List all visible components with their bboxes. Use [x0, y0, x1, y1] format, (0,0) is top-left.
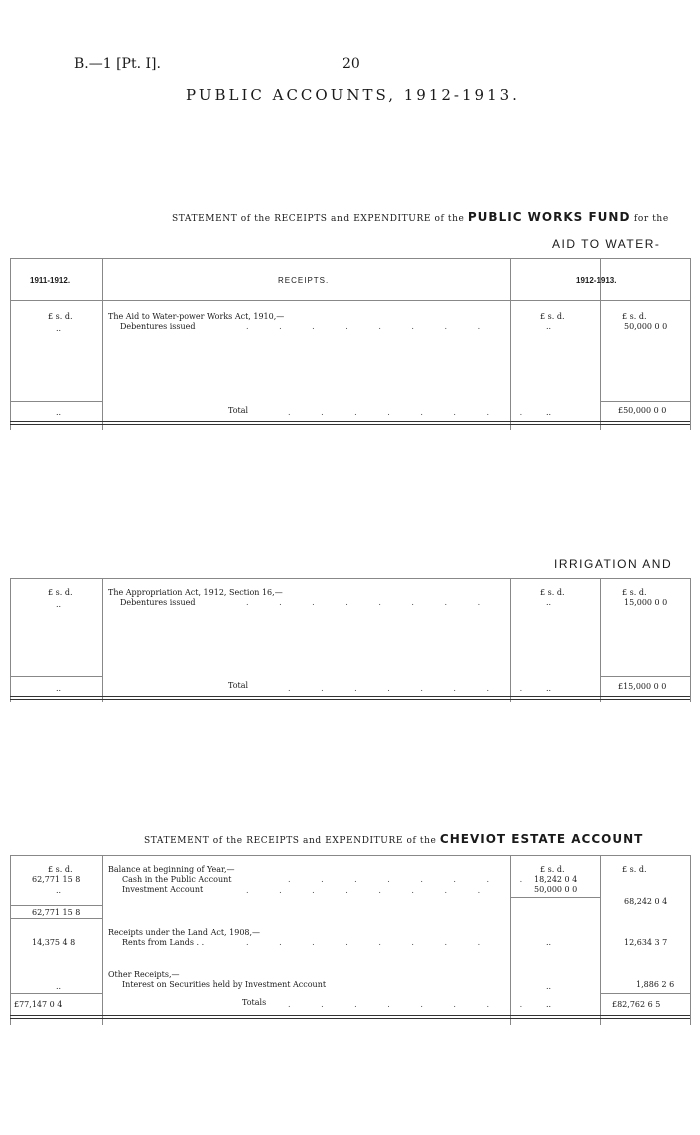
unit-header-mid: £ s. d.	[540, 312, 565, 321]
unit-header-prev: £ s. d.	[48, 588, 73, 597]
totals-prev-value: £77,147 0 4	[14, 1000, 63, 1009]
leader-dots: . . . . . . . .	[246, 322, 495, 331]
statement-heading-public-works	[172, 210, 669, 224]
statement-prefix: STATEMENT of the RECEIPTS and EXPENDITURE of the	[144, 836, 437, 846]
item-heading: The Appropriation Act, 1912, Section 16,—	[108, 588, 283, 597]
leader-dots: . . . . . . . .	[288, 1000, 537, 1009]
unit-header-curr: £ s. d.	[622, 588, 647, 597]
column-header-receipts: RECEIPTS.	[278, 276, 330, 285]
item-label: Debentures issued	[120, 322, 196, 331]
document-reference: B.—1 [Pt. I].	[74, 56, 161, 72]
total-prev-value: ..	[56, 684, 62, 693]
statement-prefix: STATEMENT of the RECEIPTS and EXPENDITURE of the	[172, 214, 465, 224]
other-heading: Other Receipts,—	[108, 970, 180, 979]
item-mid-value: ..	[546, 598, 552, 607]
balance-heading: Balance at beginning of Year,—	[108, 865, 235, 874]
item-value: 15,000 0 0	[624, 598, 668, 607]
unit-header-prev: £ s. d.	[48, 865, 73, 874]
land-heading: Receipts under the Land Act, 1908,—	[108, 928, 261, 937]
subheading-irrigation-and: IRRIGATION AND	[554, 557, 673, 571]
total-value: £50,000 0 0	[618, 406, 667, 415]
column-header-1912-1913: 1912-1913.	[576, 276, 617, 285]
rents-label: Rents from Lands . .	[122, 938, 205, 947]
total-label: Total	[228, 406, 249, 415]
fund-name: CHEVIOT ESTATE ACCOUNT	[439, 832, 644, 846]
total-mid-value: ..	[546, 408, 552, 417]
leader-dots: . . . . . . . .	[246, 886, 495, 895]
subheading-aid-to-water: AID TO WATER-	[552, 237, 661, 251]
cash-mid-value: 18,242 0 4	[534, 875, 578, 884]
leader-dots: . . . . . . . .	[288, 875, 537, 884]
invest-label: Investment Account	[122, 885, 204, 894]
total-prev-value: ..	[56, 408, 62, 417]
rents-prev-value: 14,375 4 8	[32, 938, 76, 947]
balance-curr-value: 68,242 0 4	[624, 897, 668, 906]
cash-label: Cash in the Public Account	[122, 875, 232, 884]
fund-name: PUBLIC WORKS FUND	[467, 210, 631, 224]
interest-curr-value: 1,886 2 6	[636, 980, 675, 989]
interest-mid-value: ..	[546, 982, 552, 991]
rents-curr-value: 12,634 3 7	[624, 938, 668, 947]
item-mid-value: ..	[546, 322, 552, 331]
total-mid-value: ..	[546, 684, 552, 693]
prev-year-value: ..	[56, 324, 62, 333]
unit-header-mid: £ s. d.	[540, 865, 565, 874]
invest-prev-value: ..	[56, 886, 62, 895]
interest-prev-value: ..	[56, 982, 62, 991]
item-heading: The Aid to Water-power Works Act, 1910,—	[108, 312, 285, 321]
invest-mid-value: 50,000 0 0	[534, 885, 578, 894]
prev-year-value: ..	[56, 600, 62, 609]
interest-label: Interest on Securities held by Investment Account	[122, 980, 327, 989]
page-number: 20	[342, 56, 360, 72]
item-value: 50,000 0 0	[624, 322, 668, 331]
unit-header-prev: £ s. d.	[48, 312, 73, 321]
receipts-table-cheviot	[10, 855, 690, 1025]
page-title: PUBLIC ACCOUNTS, 1912-1913.	[186, 86, 520, 104]
leader-dots: . . . . . . . .	[246, 938, 495, 947]
receipts-table-aid-to-water	[10, 258, 690, 430]
cash-prev-value: 62,771 15 8	[32, 875, 81, 884]
receipts-table-irrigation	[10, 578, 690, 702]
unit-header-mid: £ s. d.	[540, 588, 565, 597]
totals-curr-value: £82,762 6 5	[612, 1000, 661, 1009]
leader-dots: . . . . . . . .	[288, 684, 537, 693]
statement-suffix: for the	[633, 214, 669, 224]
column-header-1911-1912: 1911-1912.	[30, 276, 71, 285]
statement-heading-cheviot	[144, 832, 643, 846]
rents-mid-value: ..	[546, 938, 552, 947]
unit-header-curr: £ s. d.	[622, 312, 647, 321]
balance-prev-total: 62,771 15 8	[32, 908, 81, 917]
leader-dots: . . . . . . . .	[246, 598, 495, 607]
total-label: Total	[228, 681, 249, 690]
totals-mid-value: ..	[546, 1000, 552, 1009]
unit-header-curr: £ s. d.	[622, 865, 647, 874]
leader-dots: . . . . . . . .	[288, 408, 537, 417]
total-value: £15,000 0 0	[618, 682, 667, 691]
item-label: Debentures issued	[120, 598, 196, 607]
totals-label: Totals	[242, 998, 267, 1007]
